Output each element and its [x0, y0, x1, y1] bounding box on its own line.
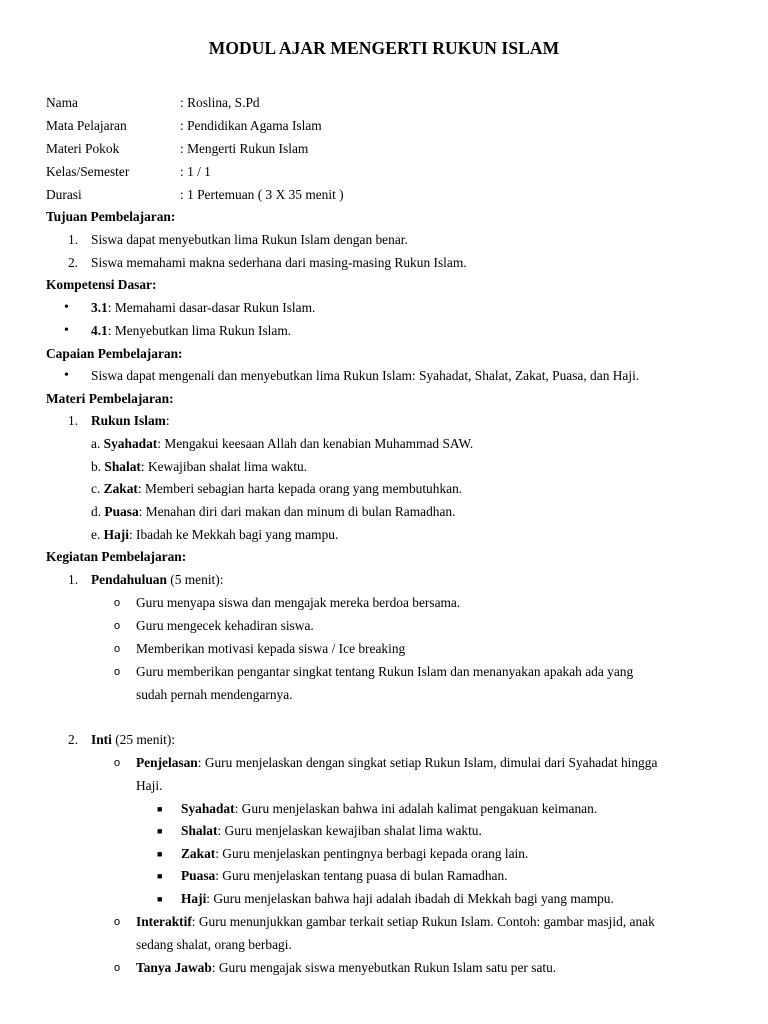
list-item	[91, 731, 175, 749]
desc: : Guru menjelaskan bahwa haji adalah ibadah di Mekkah bagi yang mampu.	[206, 891, 614, 906]
square-bullet-icon: ■	[157, 849, 163, 859]
info-value: : Roslina, S.Pd	[180, 95, 260, 110]
list-number: 2.	[68, 255, 79, 270]
kd-text: : Menyebutkan lima Rukun Islam.	[107, 323, 292, 338]
info-label: Kelas/Semester	[46, 164, 130, 179]
materi-title: Rukun Islam	[91, 413, 166, 428]
info-label: Materi Pokok	[46, 141, 120, 156]
desc: : Guru menjelaskan tentang puasa di bulan Ramadhan.	[215, 868, 508, 883]
info-label: Mata Pelajaran	[46, 118, 127, 133]
desc: : Guru menjelaskan dengan singkat setiap Rukun Islam, dimulai dari Syahadat hingga	[197, 755, 658, 770]
square-bullet-icon: ■	[157, 826, 163, 836]
bullet-icon: •	[64, 323, 69, 338]
desc: : Kewajiban shalat lima waktu.	[140, 459, 308, 474]
list-item: Guru mengecek kehadiran siswa.	[136, 618, 314, 633]
square-bullet-icon: ■	[157, 804, 163, 814]
list-item	[91, 571, 223, 589]
list-number: 1.	[68, 572, 79, 587]
list-item-continued: sedang shalat, orang berbagi.	[136, 937, 292, 952]
desc: : Menahan diri dari makan dan minum di bulan Ramadhan.	[138, 504, 456, 519]
term: Zakat	[181, 846, 216, 861]
list-item: Memberikan motivasi kepada siswa / Ice breaking	[136, 641, 406, 656]
desc: : Ibadah ke Mekkah bagi yang mampu.	[128, 527, 339, 542]
list-item	[181, 800, 597, 818]
letter: c.	[91, 481, 101, 496]
section-heading-tujuan: Tujuan Pembelajaran:	[46, 209, 176, 224]
term: Zakat	[103, 481, 138, 496]
list-number: 2.	[68, 732, 79, 747]
kd-text: : Memahami dasar-dasar Rukun Islam.	[107, 300, 316, 315]
phase-title: Inti	[91, 732, 112, 747]
letter: b.	[91, 459, 102, 474]
kd-code: 4.1	[91, 323, 108, 338]
list-number: 1.	[68, 232, 79, 247]
list-item	[181, 867, 508, 885]
list-item	[181, 845, 528, 863]
list-item	[181, 822, 482, 840]
term: Puasa	[181, 868, 216, 883]
term: Shalat	[104, 459, 141, 474]
desc: : Guru menjelaskan kewajiban shalat lima waktu.	[217, 823, 482, 838]
term: Haji	[181, 891, 207, 906]
list-item	[91, 435, 473, 453]
list-item	[91, 480, 462, 498]
list-item-continued: sudah pernah mendengarnya.	[136, 687, 293, 702]
circle-bullet-icon: o	[114, 666, 121, 678]
list-item: Siswa memahami makna sederhana dari masing-masing Rukun Islam.	[91, 255, 467, 270]
list-item: Siswa dapat mengenali dan menyebutkan lima Rukun Islam: Syahadat, Shalat, Zakat, Puasa, dan Haji.	[91, 368, 640, 383]
list-item: Guru memberikan pengantar singkat tentang Rukun Islam dan menanyakan apakah ada yang	[136, 664, 634, 679]
term: Puasa	[104, 504, 139, 519]
phase-title: Pendahuluan	[91, 572, 167, 587]
page-title: MODUL AJAR MENGERTI RUKUN ISLAM	[208, 38, 560, 58]
desc: : Guru menjelaskan pentingnya berbagi kepada orang lain.	[215, 846, 529, 861]
list-item-continued: Haji.	[136, 778, 163, 793]
info-value: : 1 / 1	[180, 164, 211, 179]
letter: d.	[91, 504, 102, 519]
term: Syahadat	[181, 801, 235, 816]
section-heading-kegiatan: Kegiatan Pembelajaran:	[46, 549, 187, 564]
kd-code: 3.1	[91, 300, 108, 315]
desc: : Guru menjelaskan bahwa ini adalah kalimat pengakuan keimanan.	[234, 801, 598, 816]
list-item	[136, 754, 657, 772]
term: Syahadat	[103, 436, 158, 451]
letter: a.	[91, 436, 101, 451]
phase-duration: (25 menit):	[111, 732, 176, 747]
desc: : Guru mengajak siswa menyebutkan Rukun Islam satu per satu.	[211, 960, 557, 975]
circle-bullet-icon: o	[114, 916, 121, 928]
desc: : Mengakui keesaan Allah dan kenabian Muhammad SAW.	[157, 436, 474, 451]
desc: : Guru menunjukkan gambar terkait setiap Rukun Islam. Contoh: gambar masjid, anak	[191, 914, 655, 929]
list-item	[91, 526, 338, 544]
term: Tanya Jawab	[136, 960, 212, 975]
desc: : Memberi sebagian harta kepada orang yang membutuhkan.	[137, 481, 463, 496]
circle-bullet-icon: o	[114, 643, 121, 655]
list-item: Siswa dapat menyebutkan lima Rukun Islam dengan benar.	[91, 232, 408, 247]
info-value: : Mengerti Rukun Islam	[180, 141, 309, 156]
list-item	[91, 412, 170, 430]
info-value: : Pendidikan Agama Islam	[180, 118, 322, 133]
info-label: Durasi	[46, 187, 82, 202]
square-bullet-icon: ■	[157, 871, 163, 881]
term: Shalat	[181, 823, 218, 838]
letter: e.	[91, 527, 101, 542]
circle-bullet-icon: o	[114, 620, 121, 632]
circle-bullet-icon: o	[114, 757, 121, 769]
list-item	[136, 959, 556, 977]
bullet-icon: •	[64, 300, 69, 315]
list-item: Guru menyapa siswa dan mengajak mereka berdoa bersama.	[136, 595, 461, 610]
bullet-icon: •	[64, 368, 69, 383]
info-value: : 1 Pertemuan ( 3 X 35 menit )	[180, 187, 344, 202]
circle-bullet-icon: o	[114, 597, 121, 609]
list-item	[91, 299, 315, 317]
term: Haji	[103, 527, 129, 542]
section-heading-materi: Materi Pembelajaran:	[46, 391, 174, 406]
section-heading-capaian: Capaian Pembelajaran:	[46, 346, 183, 361]
square-bullet-icon: ■	[157, 894, 163, 904]
term: Interaktif	[136, 914, 192, 929]
list-item	[91, 503, 455, 521]
section-heading-kompetensi: Kompetensi Dasar:	[46, 277, 157, 292]
circle-bullet-icon: o	[114, 962, 121, 974]
info-label: Nama	[46, 95, 78, 110]
list-item	[181, 890, 614, 908]
list-item	[91, 322, 291, 340]
list-number: 1.	[68, 413, 79, 428]
list-item	[136, 913, 655, 931]
term: Penjelasan	[136, 755, 198, 770]
list-item	[91, 458, 307, 476]
phase-duration: (5 menit):	[166, 572, 224, 587]
colon: :	[165, 413, 170, 428]
